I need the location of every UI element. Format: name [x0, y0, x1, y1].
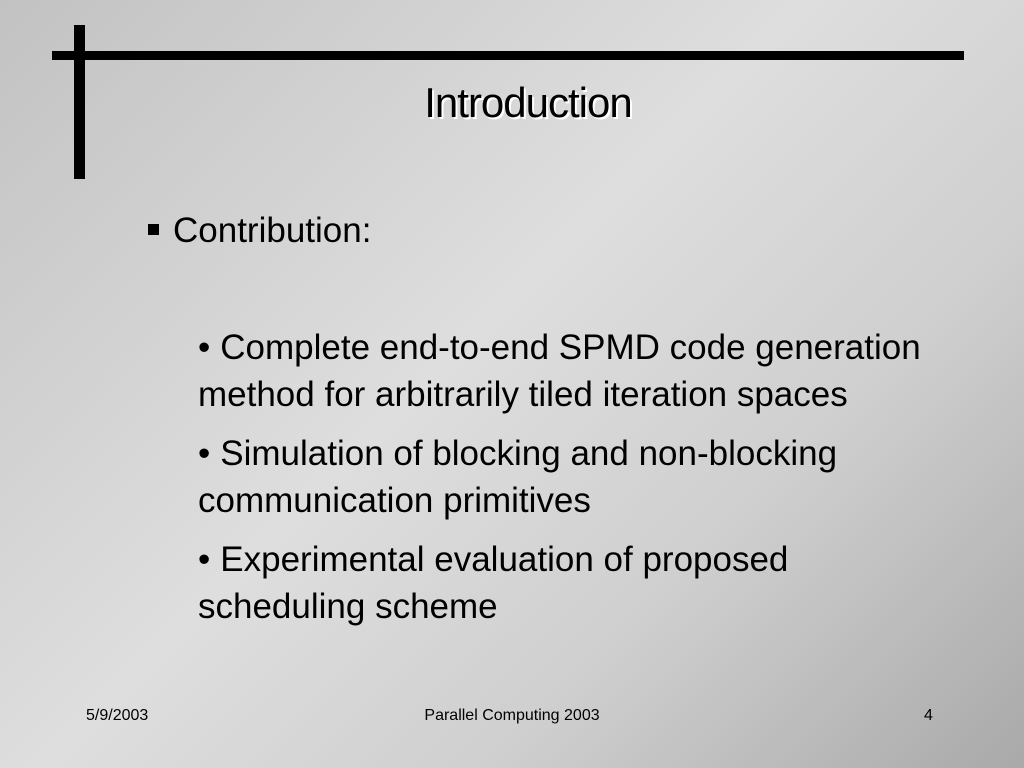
square-bullet-icon: [148, 224, 159, 235]
sub-bullet-text: Complete end-to-end SPMD code generation method for arbitrarily tiled iteration spaces: [198, 328, 921, 414]
sub-bullet-item: [198, 536, 958, 630]
bullet-level1-text: Contribution:: [173, 211, 372, 250]
footer-title: Parallel Computing 2003: [424, 707, 600, 724]
slide-title: Introduction: [424, 79, 632, 126]
round-bullet-icon: •: [198, 434, 211, 473]
sub-bullet-text: Experimental evaluation of proposed scheduling scheme: [198, 540, 789, 626]
footer-date: 5/9/2003: [86, 707, 149, 724]
bullet-level1: [148, 208, 371, 254]
sub-bullet-item: [198, 324, 958, 418]
sub-bullet-list: [198, 324, 958, 642]
sub-bullet-item: [198, 430, 958, 524]
round-bullet-icon: •: [198, 328, 211, 367]
sub-bullet-text: Simulation of blocking and non-blocking communication primitives: [198, 434, 838, 520]
round-bullet-icon: •: [198, 540, 211, 579]
footer-page-number: 4: [924, 707, 933, 724]
title-rule-horizontal: [52, 51, 964, 60]
title-rule-vertical: [74, 25, 85, 179]
